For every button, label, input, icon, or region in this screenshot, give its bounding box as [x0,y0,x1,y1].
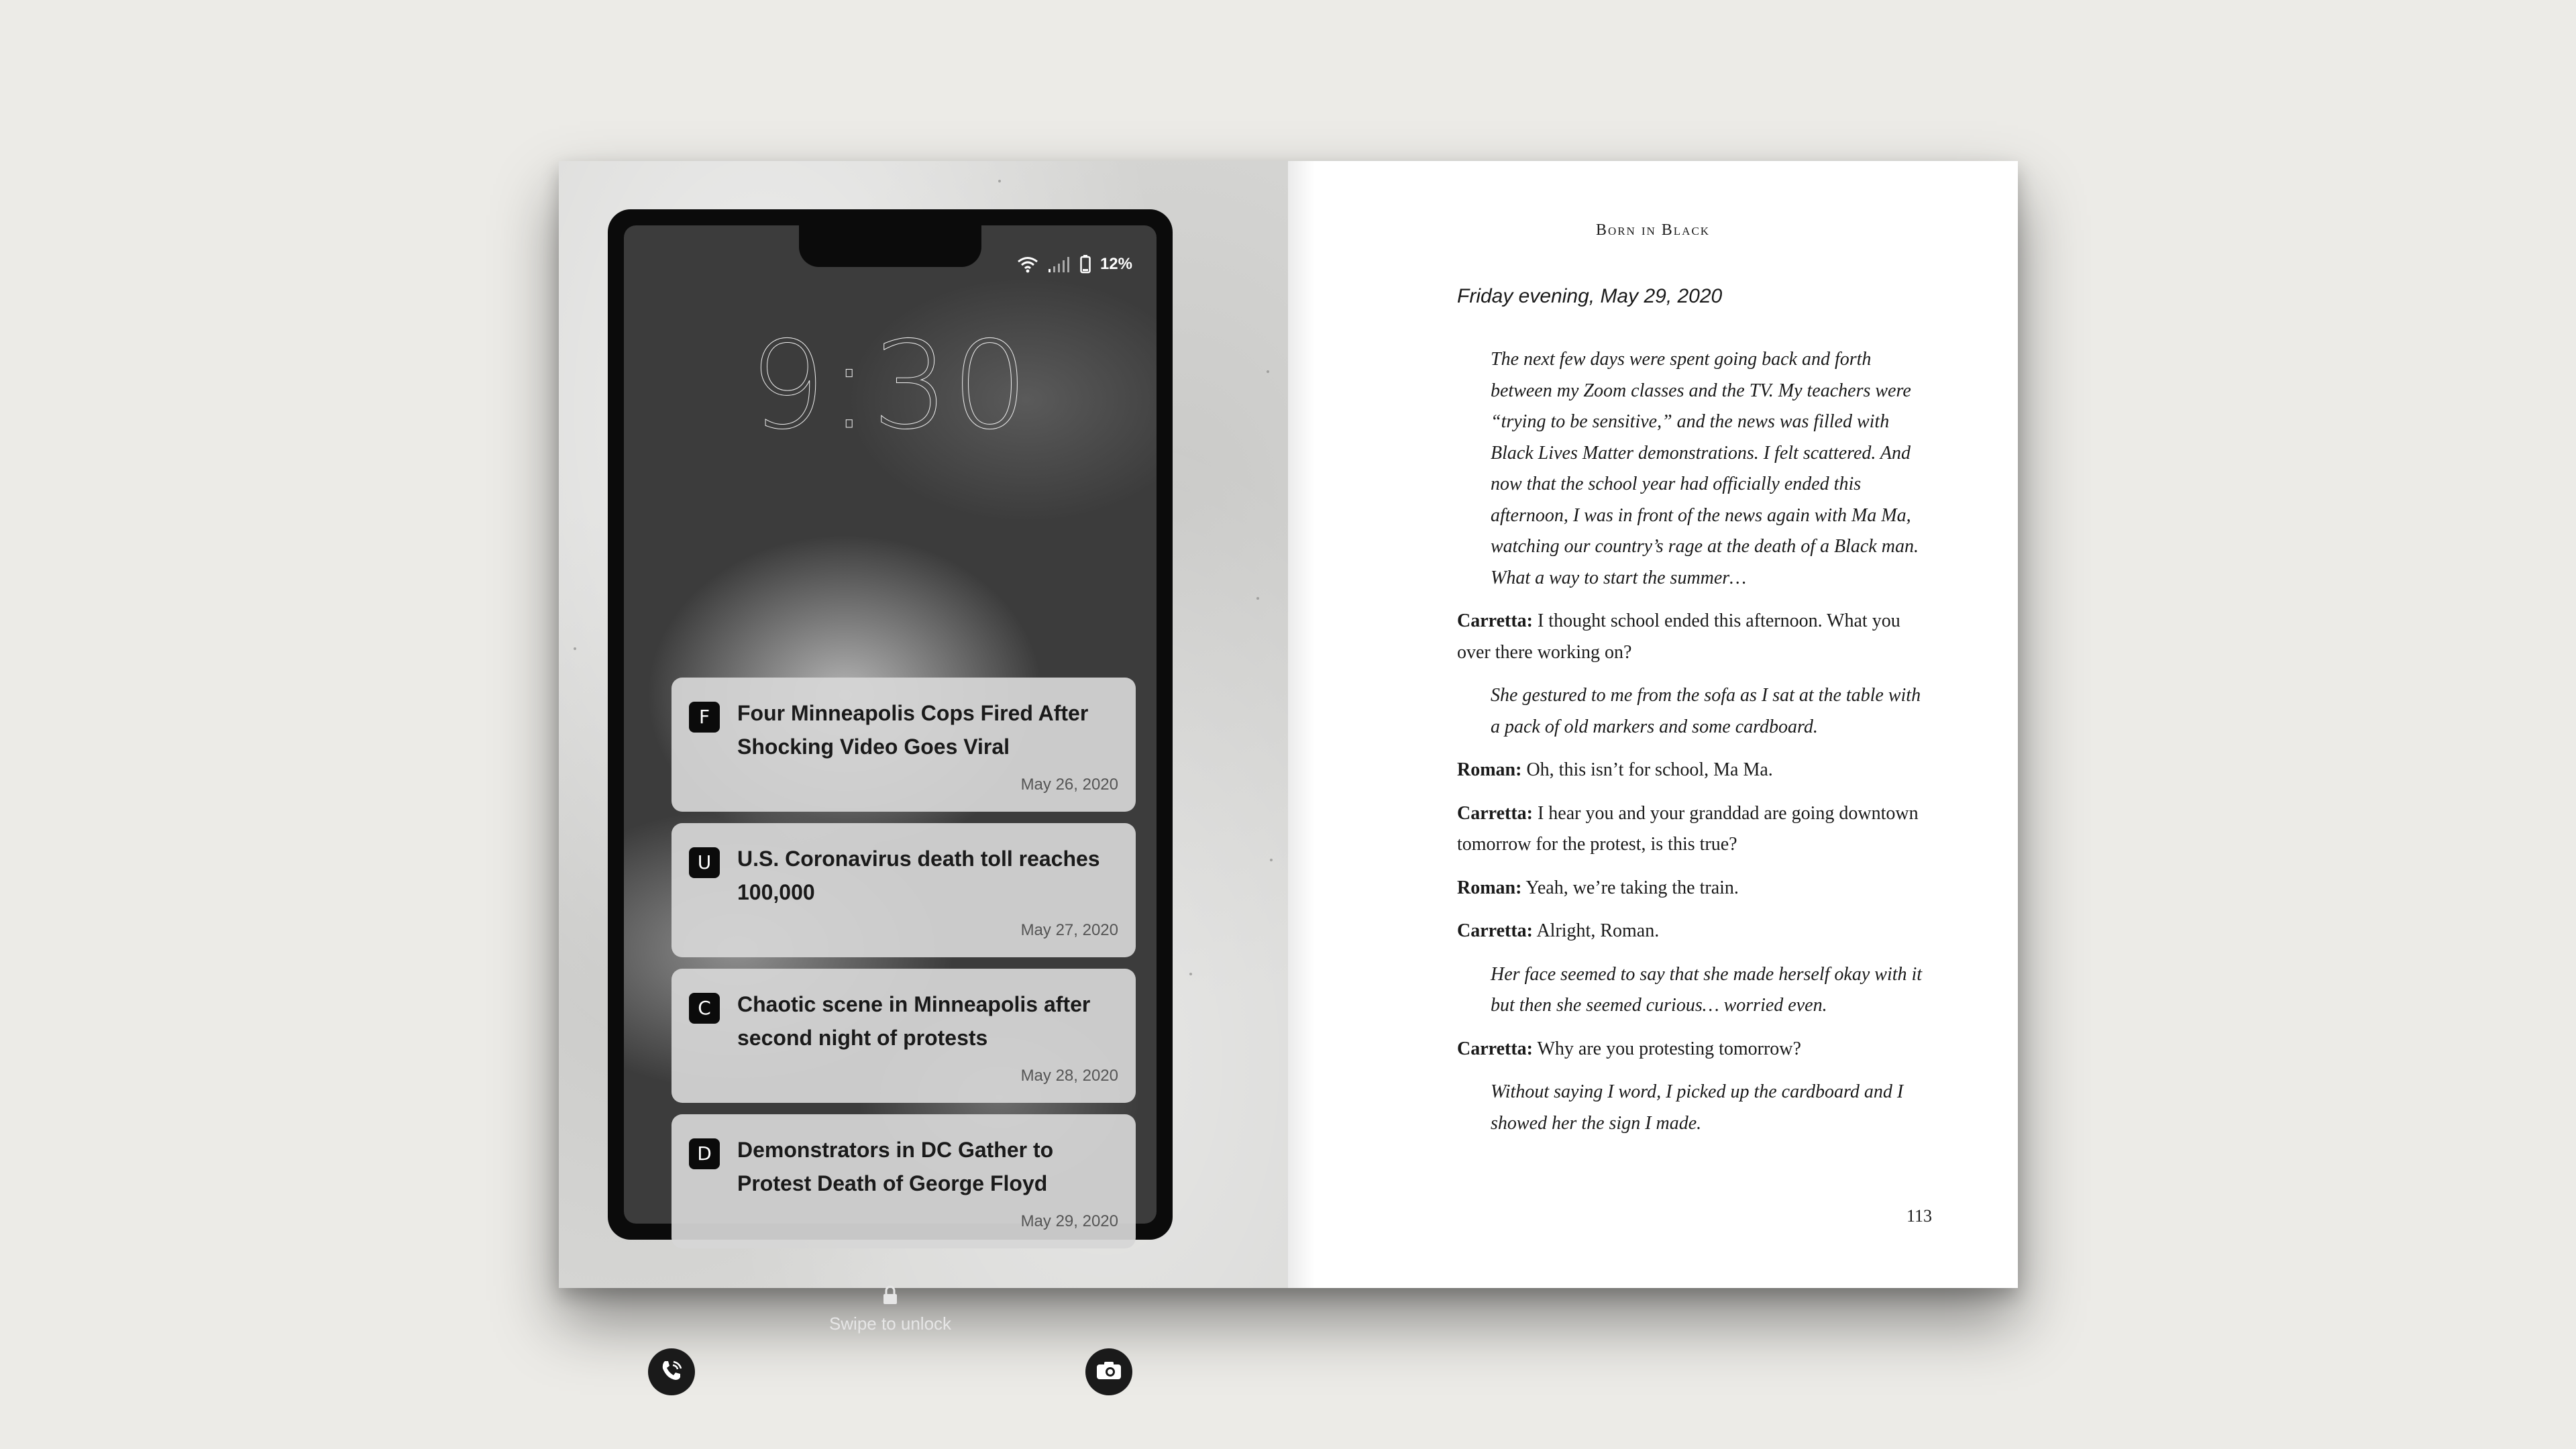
dialogue-text: I hear you and your granddad are going downtown tomorrow for the protest, is this true? [1457,802,1919,855]
signal-icon [1048,256,1071,273]
phone-icon [659,1358,684,1386]
narration-paragraph: Her face seemed to say that she made herself okay with it but then she seemed curious… worried even. [1491,963,1923,1016]
dialogue-line [1457,916,1927,947]
dialogue-line [1457,755,1927,786]
dialogue-text: I thought school ended this afternoon. What you over there working on? [1457,610,1900,663]
notification-card[interactable] [672,823,1136,957]
notification-card[interactable] [672,969,1136,1103]
narration-paragraph: She gestured to me from the sofa as I sat at the table with a pack of old markers and some cardboard. [1491,685,1921,737]
left-page [559,161,1288,1334]
phone-illustration [608,209,1173,1334]
swipe-to-unlock-label[interactable]: Swipe to unlock [828,1313,952,1334]
paper-speck [1270,859,1273,861]
lock-screen-clock: 9:30 [749,316,1032,456]
dialogue-text: Why are you protesting tomorrow? [1532,1038,1801,1059]
notification-list [672,678,1136,1260]
speaker-name: Carretta: [1457,610,1533,631]
app-icon: F [689,702,720,733]
paper-speck [574,647,576,650]
speaker-name: Roman: [1457,759,1522,780]
notification-title: Four Minneapolis Cops Fired After Shocking Video Goes Viral [737,701,1089,759]
speaker-name: Carretta: [1457,1038,1533,1059]
phone-notch [799,225,981,267]
entry-date-heading: Friday evening, May 29, 2020 [1457,285,1723,307]
dialogue-line [1457,798,1927,861]
lock-icon [882,1285,898,1308]
page-number: 113 [1906,1206,1932,1226]
speaker-name: Carretta: [1457,920,1533,941]
notification-date: May 27, 2020 [1020,921,1118,939]
dialogue-text: Alright, Roman. [1532,920,1660,941]
narration-paragraph: Without saying I word, I picked up the cardboard and I showed her the sign I made. [1491,1081,1904,1134]
camera-button[interactable] [1085,1348,1132,1395]
battery-icon [1080,255,1091,274]
dialogue-text: Oh, this isn’t for school, Ma Ma. [1521,759,1773,780]
notification-card[interactable] [672,678,1136,812]
notification-date: May 29, 2020 [1020,1212,1118,1230]
app-icon: U [689,847,720,878]
paper-speck [1189,973,1192,975]
battery-percentage: 12% [1099,255,1132,273]
paper-speck [998,180,1001,182]
paper-speck [1256,597,1259,600]
lock-screen [624,225,1157,1334]
phone-button[interactable] [648,1348,695,1395]
book-spread [559,161,2018,1334]
speaker-name: Carretta: [1457,802,1533,824]
notification-date: May 26, 2020 [1020,775,1118,794]
app-icon: D [689,1138,720,1169]
paper-speck [1267,370,1269,373]
speaker-name: Roman: [1457,877,1522,898]
dialogue-text: Yeah, we’re taking the train. [1521,877,1739,898]
notification-title: Demonstrators in DC Gather to Protest Death of George Floyd [737,1138,1054,1195]
running-head: Born in Black [1595,221,1711,239]
wifi-icon [1017,256,1038,273]
dialogue-line [1457,873,1927,904]
status-bar [1017,251,1132,278]
body-text [1457,344,1927,1151]
notification-title: U.S. Coronavirus death toll reaches 100,000 [737,847,1100,904]
notification-card[interactable] [672,1114,1136,1248]
narration-paragraph: The next few days were spent going back and forth between my Zoom classes and the TV. My teachers were “trying to be sensitive,” and the news was filled with Black Lives Matter demonstrations. I felt scattered. And now that the school year had officially ended this afternoon, I was in front of the news again with Ma Ma, watching our country’s rage at the death of a Black man. What a way to start the summer… [1491,349,1919,588]
camera-icon [1095,1360,1122,1384]
notification-title: Chaotic scene in Minneapolis after second night of protests [737,992,1091,1050]
app-icon: C [689,993,720,1024]
dialogue-line [1457,606,1927,668]
right-page [1288,161,2018,1288]
dialogue-line [1457,1034,1927,1065]
notification-date: May 28, 2020 [1020,1067,1118,1085]
